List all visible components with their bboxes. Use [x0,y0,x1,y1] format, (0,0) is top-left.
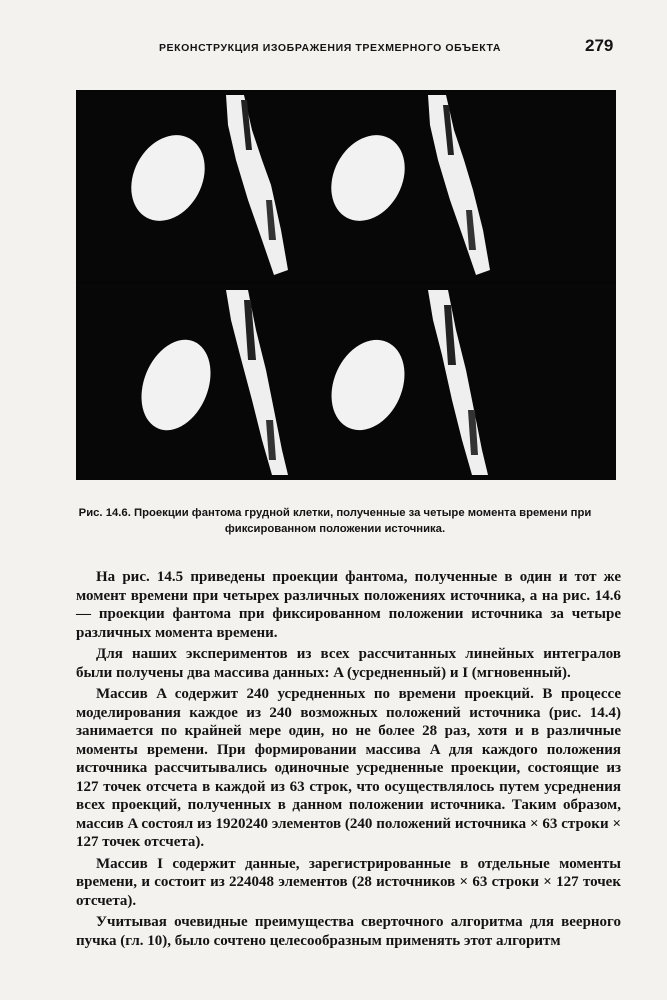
page-number: 279 [585,36,614,55]
figure-caption: Рис. 14.6. Проекции фантома грудной клетки, полученные за четыре момента времени при фиксированном положении источника. [78,507,592,535]
paragraph: Массив I содержит данные, зарегистрированные в отдельные моменты времени, и состоит из 224048 элементов (28 источников × 63 строки × 127 точек отсчета). [76,855,621,909]
body-text [76,568,621,953]
phantom-projections-figure [76,90,616,480]
paragraph: Массив A содержит 240 усредненных по времени проекций. В процессе моделирования каждое из 240 возможных положений источника (рис. 14.4) занимается по крайней мере один, но не более 28 раз, хотя и в различные моменты времени. При формировании массива A для каждого положения источника рассчитывались одиночные усредненные проекции, состоящие из 127 точек отсчета в каждой из 63 строк, что осуществлялось путем усреднения всех проекций, полученных в данном положении источника. Таким образом, массив A состоял из 1920240 элементов (240 положений источника × 63 строки × 127 точек отсчета). [76,686,621,850]
projection-panels [76,90,616,480]
paragraph: Учитывая очевидные преимущества сверточного алгоритма для веерного пучка (гл. 10), было сочтено целесообразным применять этот алгоритм [76,914,621,949]
paragraph: На рис. 14.5 приведены проекции фантома, полученные в один и тот же момент времени при четырех различных положениях источника, а на рис. 14.6 — проекции фантома при фиксированном положении источника за четыре различных момента времени. [76,569,621,641]
paragraph: Для наших экспериментов из всех рассчитанных линейных интегралов были получены два массива данных: A (усредненный) и I (мгновенный). [76,646,621,681]
running-title: РЕКОНСТРУКЦИЯ ИЗОБРАЖЕНИЯ ТРЕХМЕРНОГО ОБЪЕКТА [158,42,502,54]
